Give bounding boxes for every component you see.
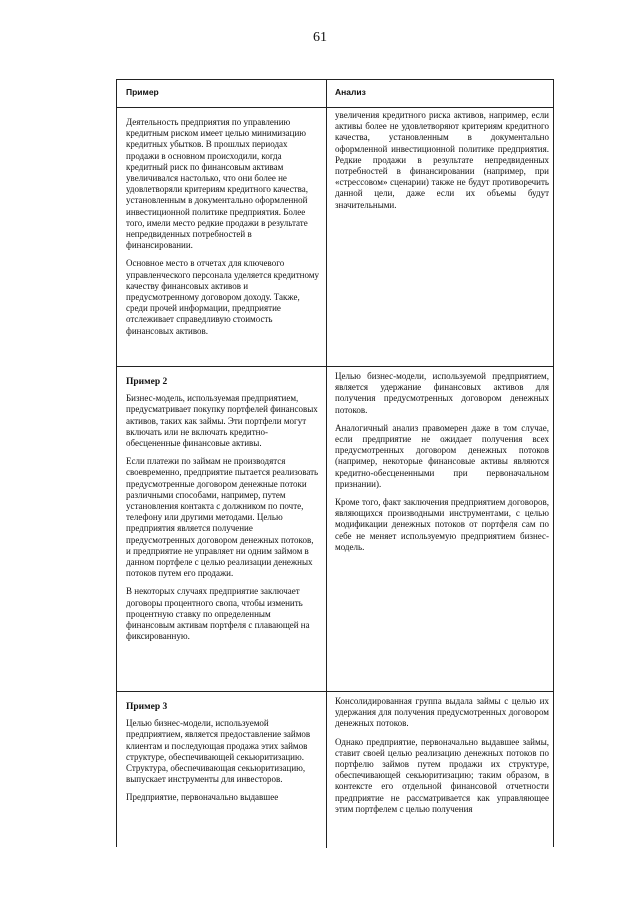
paragraph: Если платежи по займам не производятся своевременно, предприятие пытается реализовать предусмотренные договором денежные потоки различными способами, например, путем установления контакта с должником по почте, телефону или другими методами. Целью предприятия является получение предусмотренных договором денежных потоков, и предприятие не управляет ни одним займом в данном портфеле с целью реализации денежных потоков путем его продажи. — [126, 456, 319, 579]
row-1-example-cell — [126, 117, 320, 344]
paragraph: Предприятие, первоначально выдавшее — [126, 792, 279, 803]
row-2-analysis-cell — [335, 371, 549, 560]
paragraph: Кроме того, факт заключения предприятием договоров, являющихся производными инструментами, с целью модификации денежных потоков от портфеля сам по себе не меняет используемую предприятием бизнес-модель. — [335, 497, 549, 552]
page-number: 61 — [313, 30, 327, 45]
paragraph: Целью бизнес-модели, используемой предприятием, является удержание финансовых активов для получения предусмотренных договором денежных потоков. — [335, 371, 549, 415]
paragraph: Целью бизнес-модели, используемой предприятием, является предоставление займов клиентам и последующая продажа этих займов структуре, обеспечивающей секьюритизацию. Структура, обеспечивающая секьюритизацию, выпускает инструменты для инвесторов. — [126, 718, 311, 785]
paragraph: Однако предприятие, первоначально выдавшее займы, ставит своей целью реализацию денежных потоков по портфелю займов путем продажи их структуре, обеспечивающей секьюритизацию; таким образом, в контексте его отдельной финансовой отчетности предприятие не рассматривается как управляющее этим портфелем с целью получения — [335, 736, 549, 814]
row-2-example-cell — [126, 377, 320, 649]
header-analysis: Анализ — [335, 87, 366, 97]
examples-table — [116, 79, 554, 847]
paragraph: Бизнес-модель, используемая предприятием, предусматривает покупку портфелей финансовых активов, таких как займы. Эти портфели могут включать или не включать кредитно-обесцененные финансовые активы. — [126, 393, 318, 449]
row-1-analysis-cell — [335, 110, 549, 218]
paragraph: увеличения кредитного риска активов, например, если активы более не удовлетворяют критериям кредитного качества, установленным в документально оформленной инвестиционной политике предприятия. Редкие продажи в результате непредвиденных потребностей в финансировании (например, при «стрессовом» сценарии) также не будут противоречить данной цели, даже если их объемы будут значительными. — [335, 110, 549, 210]
row-3-example-cell — [126, 702, 320, 844]
example-title: Пример 3 — [126, 702, 168, 712]
paragraph: В некоторых случаях предприятие заключает договоры процентного свопа, чтобы изменить процентную ставку по определенным финансовым активам портфеля с плавающей на фиксированную. — [126, 586, 310, 642]
example-title: Пример 2 — [126, 377, 168, 387]
paragraph: Консолидированная группа выдала займы с целью их удержания для получения предусмотренных договором денежных потоков. — [335, 696, 549, 729]
row-3-analysis-cell — [335, 696, 549, 846]
row-divider — [117, 366, 553, 367]
paragraph: Деятельность предприятия по управлению кредитным риском имеет целью минимизацию кредитных убытков. В прошлых периодах продажи в основном происходили, когда кредитный риск по финансовым активам увеличивался настолько, что они более не удовлетворяли критериям кредитного качества, установленным в документально оформленной инвестиционной политике предприятия. Более того, имели место редкие продажи в результате непредвиденных потребностей в финансировании. — [126, 117, 308, 251]
column-divider — [326, 80, 327, 848]
paragraph: Основное место в отчетах для ключевого управленческого персонала уделяется кредитному качеству финансовых активов и предусмотренному договором доходу. Также, среди прочей информации, предприятие отслеживает справедливую стоимость финансовых активов. — [126, 258, 320, 336]
header-example: Пример — [126, 87, 159, 97]
row-divider — [117, 691, 553, 692]
paragraph: Аналогичный анализ правомерен даже в том случае, если предприятие не ожидает получения всех предусмотренных договором денежных потоков (например, некоторые финансовые активы являются кредитно-обесцененными при первоначальном признании). — [335, 422, 549, 489]
row-divider — [117, 107, 553, 108]
